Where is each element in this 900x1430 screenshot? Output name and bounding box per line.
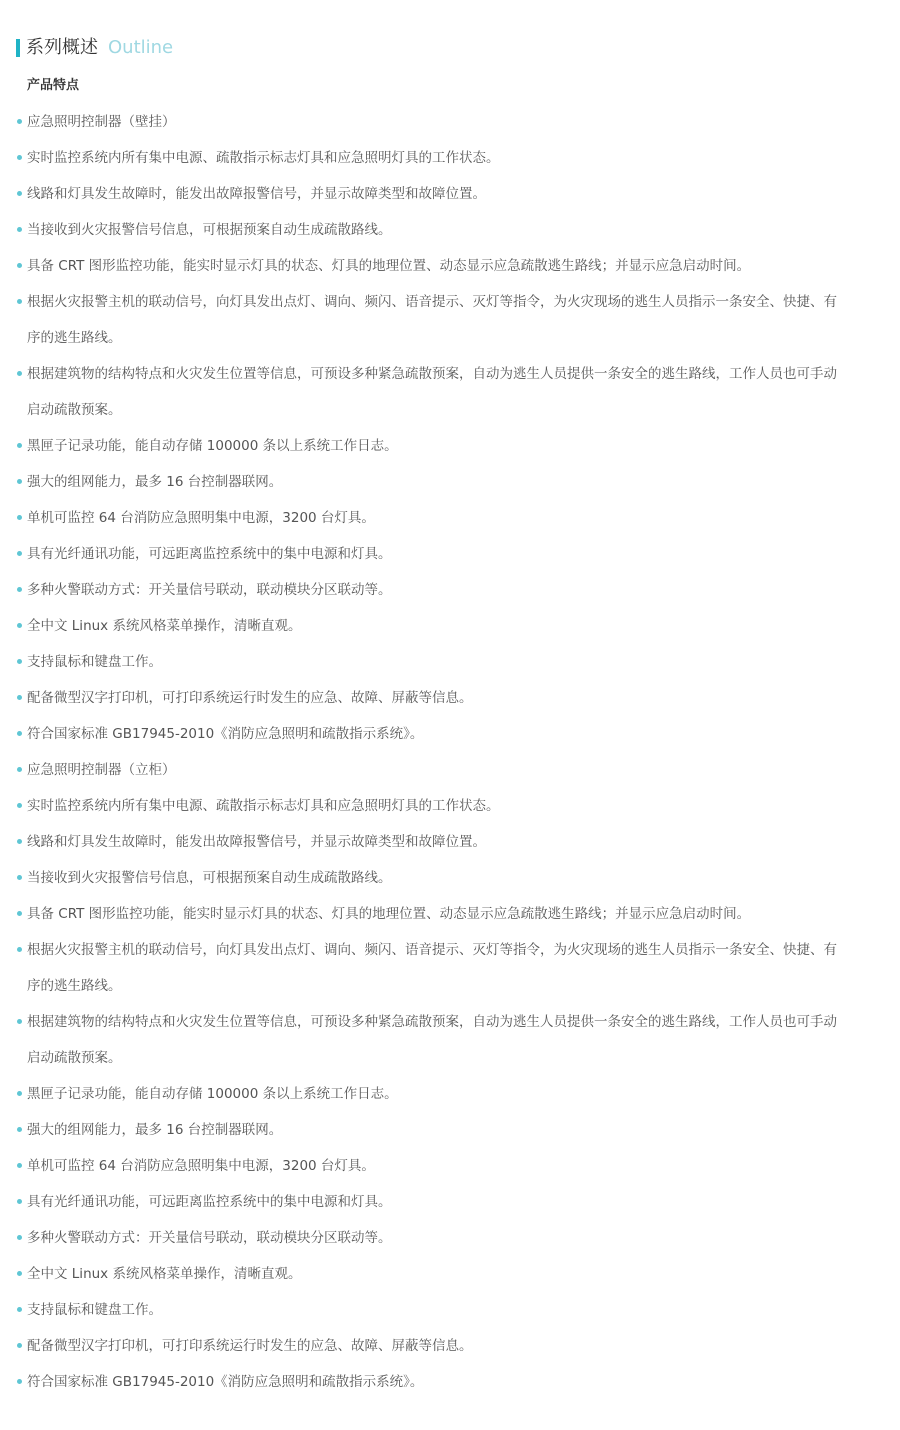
list-item-text: 强大的组网能力，最多 16 台控制器联网。 bbox=[27, 1122, 283, 1138]
bullet-dot-icon bbox=[17, 839, 22, 844]
list-item bbox=[0, 1184, 845, 1220]
bullet-dot-icon bbox=[17, 155, 22, 160]
list-item bbox=[0, 896, 845, 932]
list-item bbox=[0, 788, 845, 824]
list-item-text: 支持鼠标和键盘工作。 bbox=[27, 1302, 162, 1318]
list-item-text: 具有光纤通讯功能，可远距离监控系统中的集中电源和灯具。 bbox=[27, 546, 392, 562]
list-item-text: 当接收到火灾报警信号信息，可根据预案自动生成疏散路线。 bbox=[27, 870, 392, 886]
list-item bbox=[0, 1076, 845, 1112]
list-item bbox=[0, 716, 845, 752]
list-item-text: 具备 CRT 图形监控功能，能实时显示灯具的状态、灯具的地理位置、动态显示应急疏散逃生路线；并显示应急启动时间。 bbox=[27, 906, 751, 922]
section-title: 系列概述 bbox=[26, 37, 98, 58]
bullet-dot-icon bbox=[17, 587, 22, 592]
list-item bbox=[0, 356, 845, 428]
list-item bbox=[0, 248, 845, 284]
bullet-dot-icon bbox=[17, 731, 22, 736]
list-item bbox=[0, 752, 845, 788]
bullet-dot-icon bbox=[17, 443, 22, 448]
feature-list bbox=[0, 104, 900, 1400]
bullet-dot-icon bbox=[17, 1235, 22, 1240]
list-item-text: 多种火警联动方式：开关量信号联动，联动模块分区联动等。 bbox=[27, 582, 392, 598]
list-item-text: 根据火灾报警主机的联动信号，向灯具发出点灯、调向、频闪、语音提示、灭灯等指令，为火灾现场的逃生人员指示一条安全、快捷、有序的逃生路线。 bbox=[27, 294, 837, 346]
list-item bbox=[0, 1256, 845, 1292]
bullet-dot-icon bbox=[17, 191, 22, 196]
bullet-dot-icon bbox=[17, 263, 22, 268]
list-item-text: 线路和灯具发生故障时，能发出故障报警信号，并显示故障类型和故障位置。 bbox=[27, 834, 486, 850]
bullet-dot-icon bbox=[17, 875, 22, 880]
bullet-dot-icon bbox=[17, 803, 22, 808]
bullet-dot-icon bbox=[17, 947, 22, 952]
list-item-text: 单机可监控 64 台消防应急照明集中电源，3200 台灯具。 bbox=[27, 510, 375, 526]
bullet-dot-icon bbox=[17, 479, 22, 484]
bullet-dot-icon bbox=[17, 551, 22, 556]
bullet-dot-icon bbox=[17, 767, 22, 772]
list-item bbox=[0, 464, 845, 500]
list-item-text: 实时监控系统内所有集中电源、疏散指示标志灯具和应急照明灯具的工作状态。 bbox=[27, 150, 500, 166]
list-item-text: 根据火灾报警主机的联动信号，向灯具发出点灯、调向、频闪、语音提示、灭灯等指令，为火灾现场的逃生人员指示一条安全、快捷、有序的逃生路线。 bbox=[27, 942, 837, 994]
list-item bbox=[0, 608, 845, 644]
list-item-text: 全中文 Linux 系统风格菜单操作，清晰直观。 bbox=[27, 1266, 302, 1282]
bullet-dot-icon bbox=[17, 695, 22, 700]
features-label: 产品特点 bbox=[27, 78, 80, 93]
list-item bbox=[0, 536, 845, 572]
list-item-text: 根据建筑物的结构特点和火灾发生位置等信息，可预设多种紧急疏散预案，自动为逃生人员提供一条安全的逃生路线，工作人员也可手动启动疏散预案。 bbox=[27, 366, 837, 418]
list-item-text: 具有光纤通讯功能，可远距离监控系统中的集中电源和灯具。 bbox=[27, 1194, 392, 1210]
list-item bbox=[0, 932, 845, 1004]
list-item-text: 具备 CRT 图形监控功能，能实时显示灯具的状态、灯具的地理位置、动态显示应急疏散逃生路线；并显示应急启动时间。 bbox=[27, 258, 751, 274]
list-item bbox=[0, 212, 845, 248]
list-item bbox=[0, 1328, 845, 1364]
list-item-text: 配备微型汉字打印机，可打印系统运行时发生的应急、故障、屏蔽等信息。 bbox=[27, 1338, 473, 1354]
list-item bbox=[0, 500, 845, 536]
list-item-text: 当接收到火灾报警信号信息，可根据预案自动生成疏散路线。 bbox=[27, 222, 392, 238]
list-item bbox=[0, 284, 845, 356]
list-item-text: 配备微型汉字打印机，可打印系统运行时发生的应急、故障、屏蔽等信息。 bbox=[27, 690, 473, 706]
list-item bbox=[0, 1292, 845, 1328]
list-item-text: 线路和灯具发生故障时，能发出故障报警信号，并显示故障类型和故障位置。 bbox=[27, 186, 486, 202]
list-item-text: 应急照明控制器（立柜） bbox=[27, 762, 176, 778]
list-item-text: 实时监控系统内所有集中电源、疏散指示标志灯具和应急照明灯具的工作状态。 bbox=[27, 798, 500, 814]
list-item bbox=[0, 176, 845, 212]
list-item-text: 支持鼠标和键盘工作。 bbox=[27, 654, 162, 670]
bullet-dot-icon bbox=[17, 119, 22, 124]
list-item bbox=[0, 1148, 845, 1184]
bullet-dot-icon bbox=[17, 1271, 22, 1276]
list-item-text: 多种火警联动方式：开关量信号联动，联动模块分区联动等。 bbox=[27, 1230, 392, 1246]
list-item bbox=[0, 1112, 845, 1148]
bullet-dot-icon bbox=[17, 1127, 22, 1132]
list-item-text: 强大的组网能力，最多 16 台控制器联网。 bbox=[27, 474, 283, 490]
list-item bbox=[0, 644, 845, 680]
bullet-dot-icon bbox=[17, 1379, 22, 1384]
bullet-dot-icon bbox=[17, 515, 22, 520]
list-item bbox=[0, 824, 845, 860]
list-item-text: 符合国家标准 GB17945-2010《消防应急照明和疏散指示系统》。 bbox=[27, 726, 424, 742]
list-item bbox=[0, 1364, 845, 1400]
section-header bbox=[16, 36, 173, 60]
section-accent-bar bbox=[16, 39, 20, 57]
list-item bbox=[0, 104, 845, 140]
bullet-dot-icon bbox=[17, 911, 22, 916]
bullet-dot-icon bbox=[17, 1307, 22, 1312]
list-item-text: 根据建筑物的结构特点和火灾发生位置等信息，可预设多种紧急疏散预案，自动为逃生人员提供一条安全的逃生路线，工作人员也可手动启动疏散预案。 bbox=[27, 1014, 837, 1066]
list-item-text: 黑匣子记录功能，能自动存储 100000 条以上系统工作日志。 bbox=[27, 438, 398, 454]
list-item bbox=[0, 1004, 845, 1076]
list-item bbox=[0, 140, 845, 176]
bullet-dot-icon bbox=[17, 659, 22, 664]
list-item-text: 符合国家标准 GB17945-2010《消防应急照明和疏散指示系统》。 bbox=[27, 1374, 424, 1390]
list-item bbox=[0, 680, 845, 716]
section-subtitle: Outline bbox=[108, 37, 174, 58]
list-item bbox=[0, 1220, 845, 1256]
bullet-dot-icon bbox=[17, 623, 22, 628]
list-item-text: 全中文 Linux 系统风格菜单操作，清晰直观。 bbox=[27, 618, 302, 634]
bullet-dot-icon bbox=[17, 1343, 22, 1348]
bullet-dot-icon bbox=[17, 1199, 22, 1204]
list-item-text: 单机可监控 64 台消防应急照明集中电源，3200 台灯具。 bbox=[27, 1158, 375, 1174]
list-item-text: 应急照明控制器（壁挂） bbox=[27, 114, 176, 130]
bullet-dot-icon bbox=[17, 1091, 22, 1096]
bullet-dot-icon bbox=[17, 1163, 22, 1168]
bullet-dot-icon bbox=[17, 1019, 22, 1024]
bullet-dot-icon bbox=[17, 371, 22, 376]
list-item bbox=[0, 860, 845, 896]
list-item bbox=[0, 428, 845, 464]
list-item bbox=[0, 572, 845, 608]
bullet-dot-icon bbox=[17, 299, 22, 304]
list-item-text: 黑匣子记录功能，能自动存储 100000 条以上系统工作日志。 bbox=[27, 1086, 398, 1102]
bullet-dot-icon bbox=[17, 227, 22, 232]
